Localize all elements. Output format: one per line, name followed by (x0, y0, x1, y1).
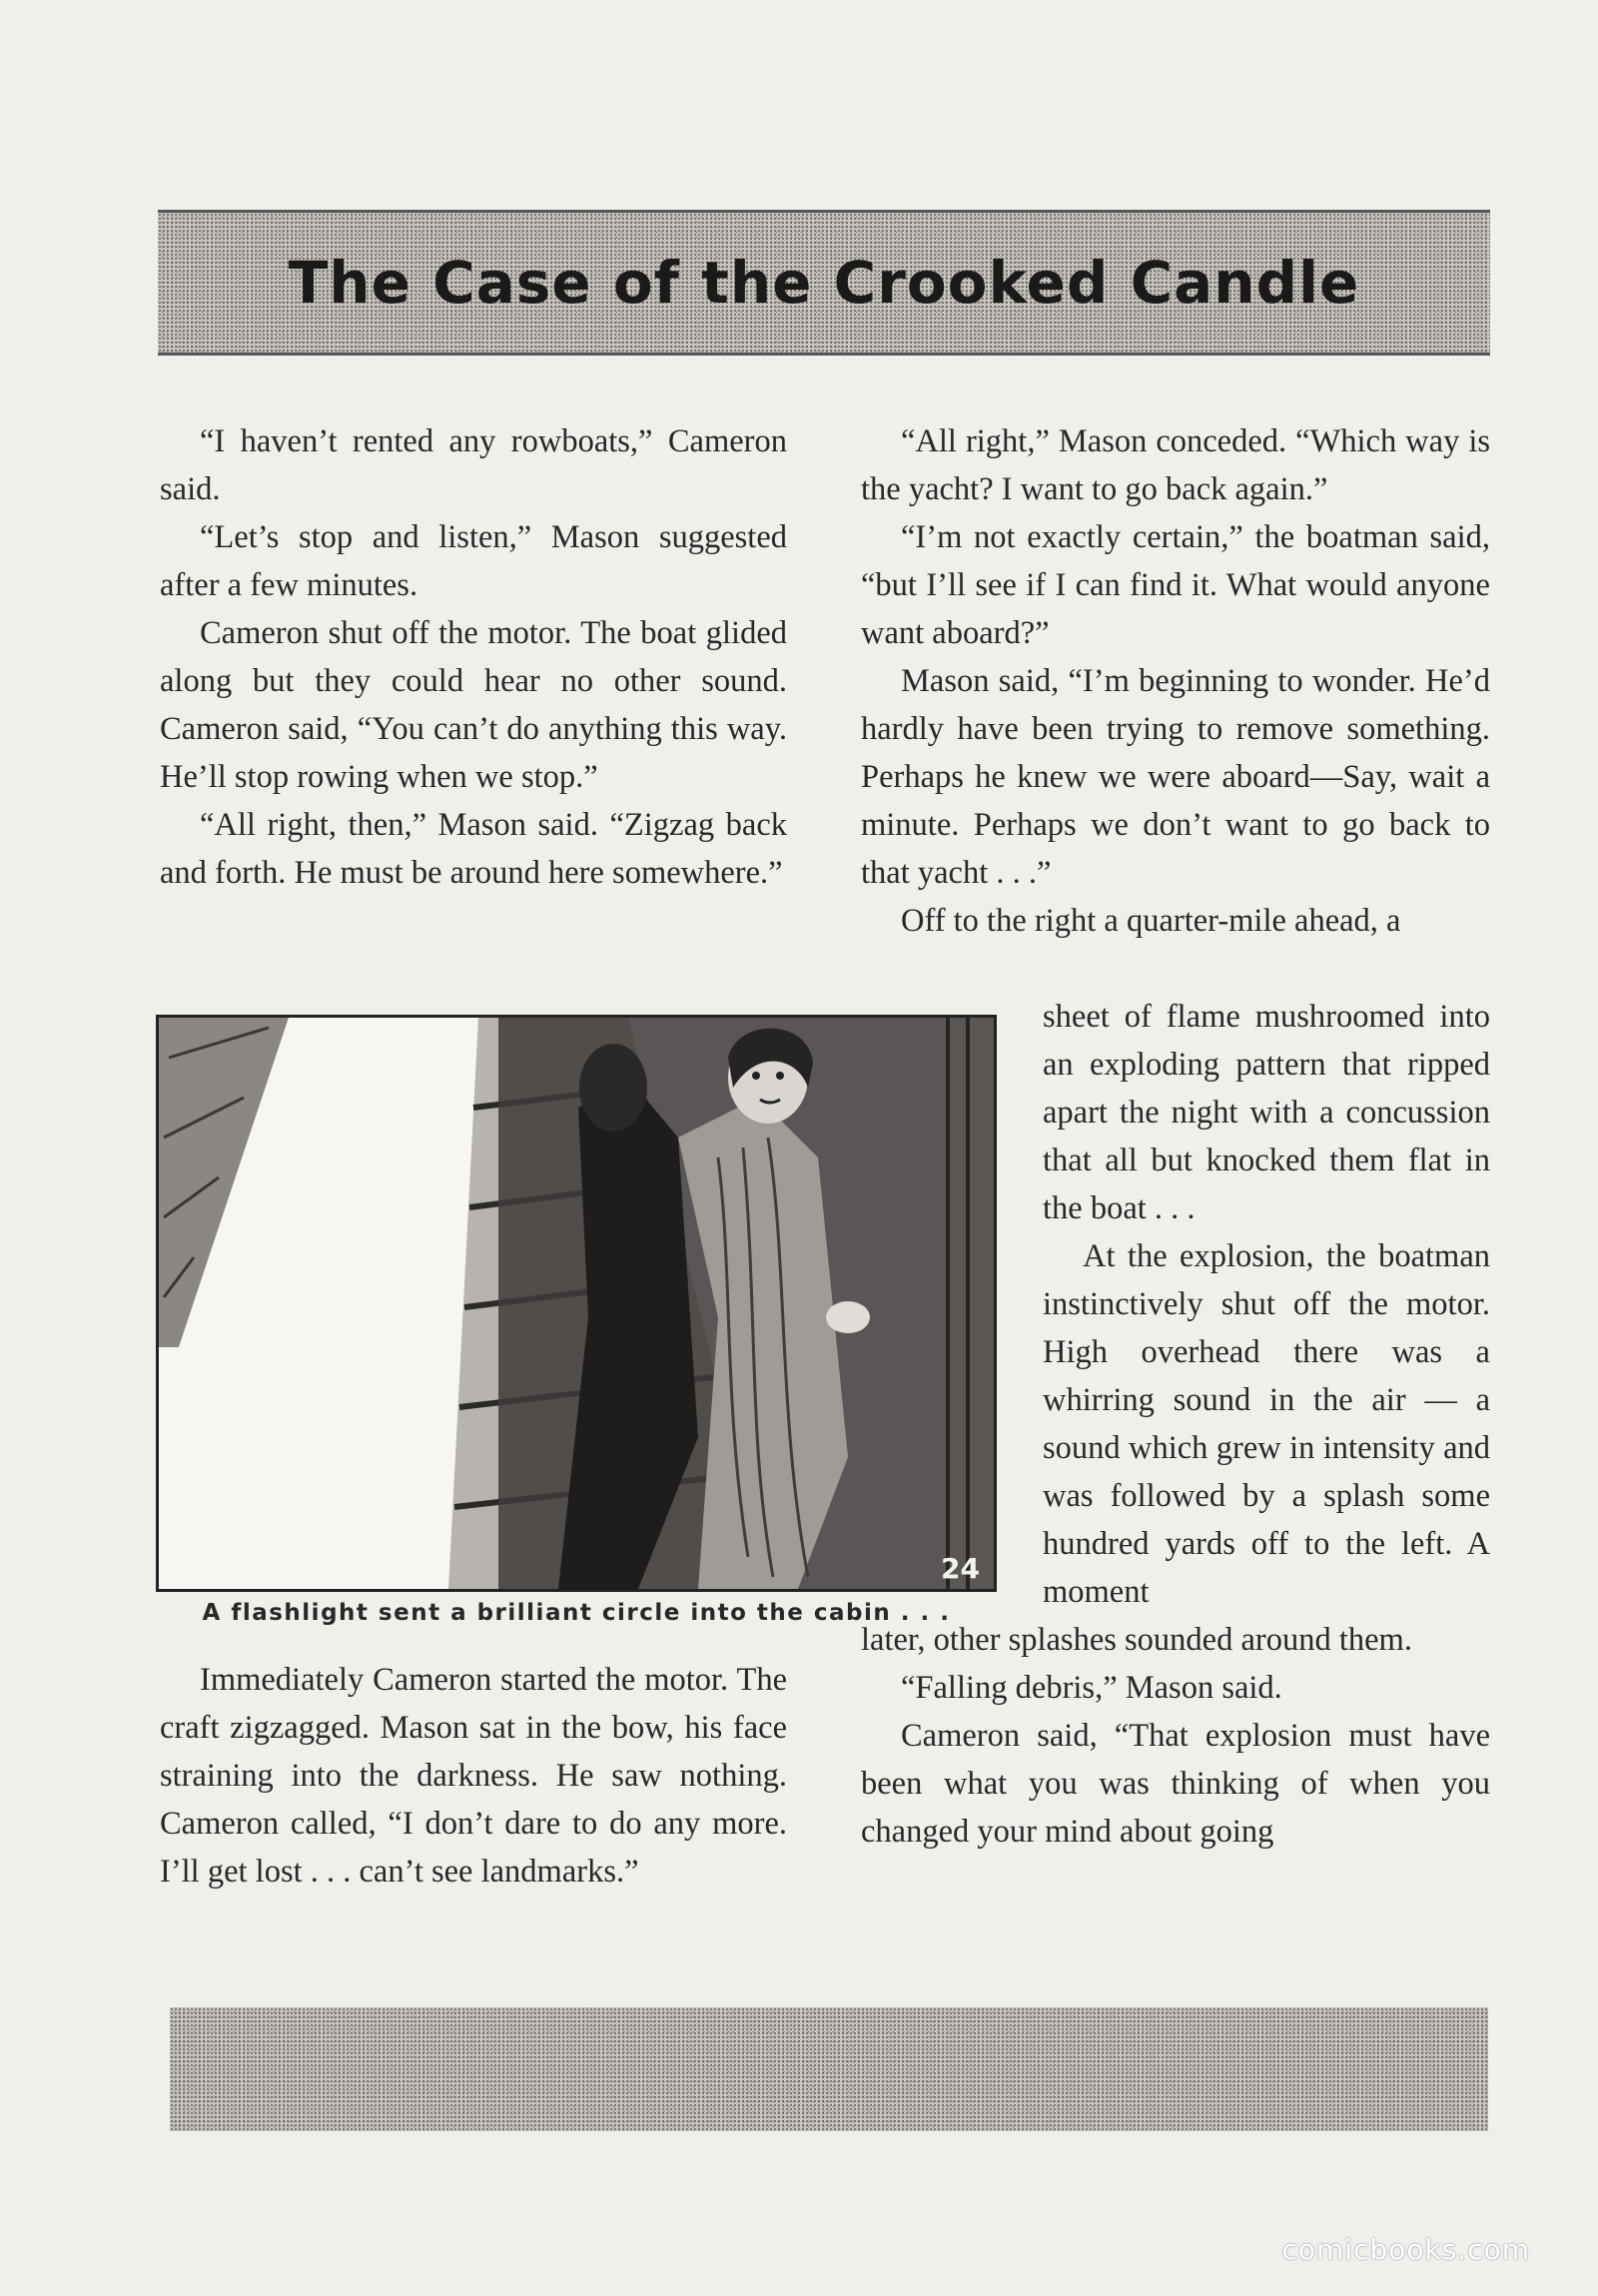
watermark: comicbooks.com (1281, 2233, 1530, 2266)
illustration-drawing (159, 1018, 994, 1589)
right-column-top (861, 417, 1490, 945)
paragraph: “All right, then,” Mason said. “Zigzag back and forth. He must be around here somewhere.” (160, 807, 787, 891)
paragraph: later, other splashes sounded around them. (861, 1622, 1412, 1658)
left-column-bottom (160, 1656, 787, 1896)
page-title: The Case of the Crooked Candle (288, 249, 1360, 317)
panel-number: 24 (941, 1552, 980, 1585)
footer-banner (170, 2007, 1488, 2131)
story-illustration (156, 1015, 997, 1592)
paragraph: Cameron said, “That explosion must have been what you was thinking of when you changed your mind about going (861, 1718, 1490, 1850)
right-column-wrap (1043, 993, 1490, 1616)
paragraph: Mason said, “I’m beginning to wonder. He’d hardly have been trying to remove something. Perhaps he knew we were aboard—Say, wait a minute. Perhaps we don’t want to go back to that yacht . . .” (861, 663, 1490, 891)
paragraph: Cameron shut off the motor. The boat glided along but they could hear no other sound. Cameron said, “You can’t do anything this way. He’ll stop rowing when we stop.” (160, 615, 787, 795)
paragraph: Immediately Cameron started the motor. The craft zigzagged. Mason sat in the bow, his face straining into the darkness. He saw nothing. Cameron called, “I don’t dare to do any more. I’ll get lost . . . can’t see landmarks.” (160, 1662, 787, 1890)
right-column-bottom (861, 1616, 1490, 1856)
paragraph: At the explosion, the boatman instinctively shut off the motor. High overhead there was a whirring sound in the air — a sound which grew in intensity and was followed by a splash some hundred yards off to the left. A moment (1043, 1238, 1490, 1610)
illustration-caption: A flashlight sent a brilliant circle into the cabin . . . (202, 1600, 951, 1626)
paragraph: Off to the right a quarter-mile ahead, a (901, 903, 1401, 939)
paragraph: “Falling debris,” Mason said. (901, 1670, 1282, 1706)
left-column-top (160, 417, 787, 897)
title-banner (158, 210, 1490, 356)
paragraph: “I’m not exactly certain,” the boatman said, “but I’ll see if I can find it. What would anyone want aboard?” (861, 519, 1490, 651)
paragraph: “Let’s stop and listen,” Mason suggested after a few minutes. (160, 519, 787, 603)
paragraph: sheet of flame mushroomed into an exploding pattern that ripped apart the night with a concussion that all but knocked them flat in the boat . . . (1043, 999, 1490, 1226)
paragraph: “All right,” Mason conceded. “Which way is the yacht? I want to go back again.” (861, 423, 1490, 507)
paragraph: “I haven’t rented any rowboats,” Cameron said. (160, 423, 787, 507)
